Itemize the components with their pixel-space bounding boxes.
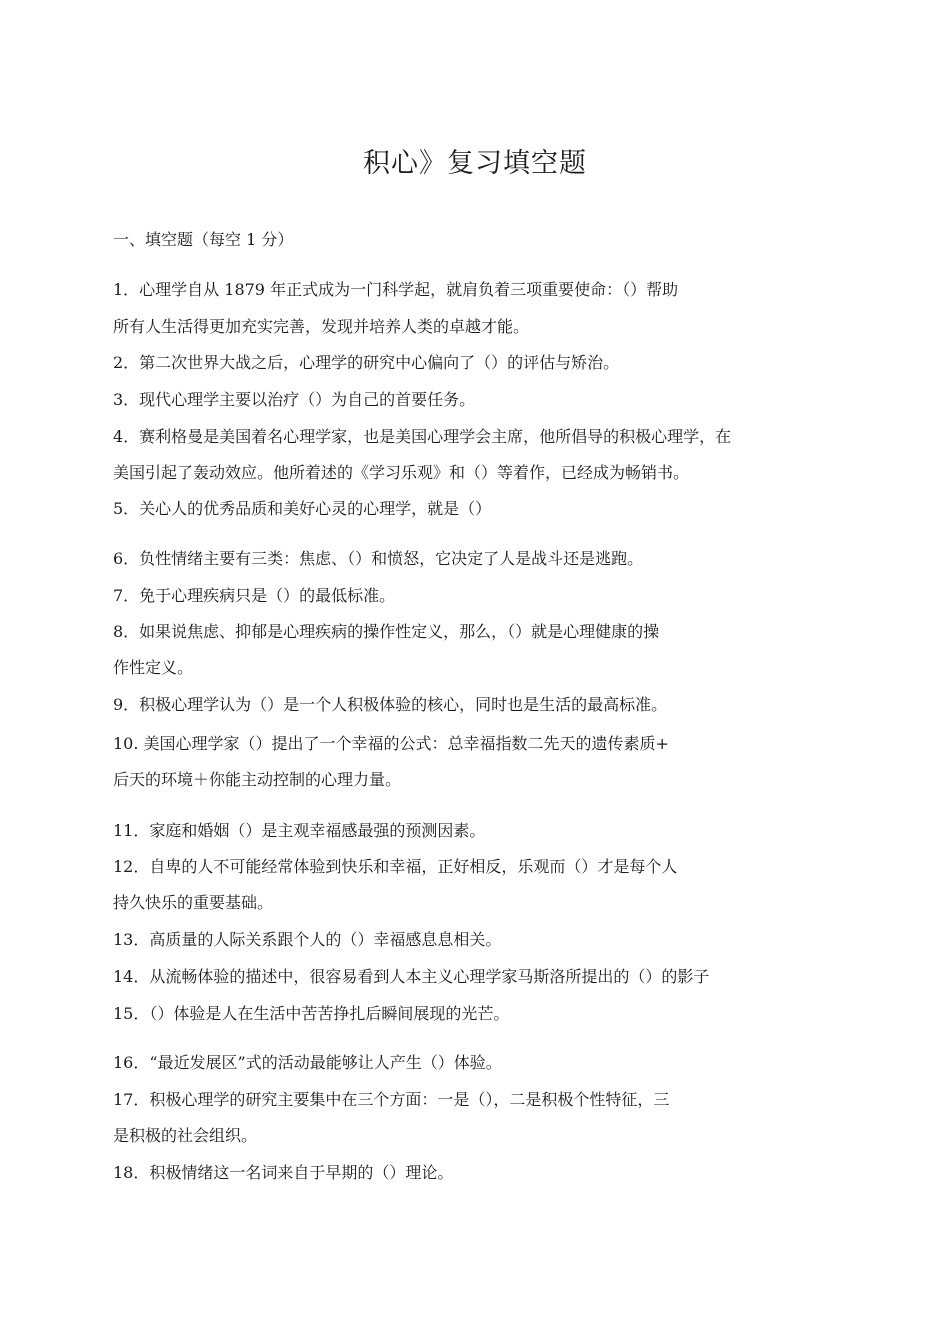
question-line: 1．心理学自从 1879 年正式成为一门科学起，就肩负着三项重要使命：（）帮助 bbox=[113, 280, 679, 299]
question-line: 12．自卑的人不可能经常体验到快乐和幸福，正好相反，乐观而（）才是每个人 bbox=[113, 857, 678, 876]
question-line: 16．“最近发展区”式的活动最能够让人产生（）体验。 bbox=[113, 1053, 502, 1072]
question-line: 5．关心人的优秀品质和美好心灵的心理学，就是（） bbox=[113, 499, 492, 518]
question-line: 17．积极心理学的研究主要集中在三个方面：一是（），二是积极个性特征，三 bbox=[113, 1090, 670, 1109]
question-line: 是积极的社会组织。 bbox=[113, 1126, 258, 1145]
question-line: 14．从流畅体验的描述中，很容易看到人本主义心理学家马斯洛所提出的（）的影子 bbox=[113, 967, 710, 986]
question-line: 3．现代心理学主要以治疗（）为自己的首要任务。 bbox=[113, 390, 476, 409]
document-title: 积心》复习填空题 bbox=[363, 148, 587, 179]
question-line: 13．高质量的人际关系跟个人的（）幸福感息息相关。 bbox=[113, 930, 502, 949]
question-line: 6．负性情绪主要有三类：焦虑、（）和愤怒，它决定了人是战斗还是逃跑。 bbox=[113, 549, 644, 568]
question-line: 15．（）体验是人在生活中苦苦挣扎后瞬间展现的光芒。 bbox=[113, 1004, 510, 1023]
question-line: 7．免于心理疾病只是（）的最低标准。 bbox=[113, 586, 396, 605]
question-line: 后天的环境＋你能主动控制的心理力量。 bbox=[113, 770, 402, 789]
question-line: 作性定义。 bbox=[113, 658, 194, 677]
question-line: 11．家庭和婚姻（）是主观幸福感最强的预测因素。 bbox=[113, 821, 486, 840]
question-line: 美国引起了轰动效应。他所着述的《学习乐观》和（）等着作，已经成为畅销书。 bbox=[113, 463, 690, 482]
question-line: 所有人生活得更加充实完善，发现并培养人类的卓越才能。 bbox=[113, 317, 530, 336]
question-line: 4．赛利格曼是美国着名心理学家，也是美国心理学会主席，他所倡导的积极心理学，在 bbox=[113, 427, 732, 446]
question-line: 10. 美国心理学家（）提出了一个幸福的公式：总幸福指数二先天的遗传素质+ bbox=[113, 734, 669, 753]
question-line: 8．如果说焦虑、抑郁是心理疾病的操作性定义，那么，（）就是心理健康的操 bbox=[113, 622, 660, 641]
question-line: 18．积极情绪这一名词来自于早期的（）理论。 bbox=[113, 1163, 454, 1182]
question-line: 持久快乐的重要基础。 bbox=[113, 893, 274, 912]
question-line: 2．第二次世界大战之后，心理学的研究中心偏向了（）的评估与矫治。 bbox=[113, 353, 620, 372]
section-heading: 一、填空题（每空 1 分） bbox=[113, 230, 294, 249]
question-line: 9．积极心理学认为（）是一个人积极体验的核心，同时也是生活的最高标准。 bbox=[113, 695, 668, 714]
